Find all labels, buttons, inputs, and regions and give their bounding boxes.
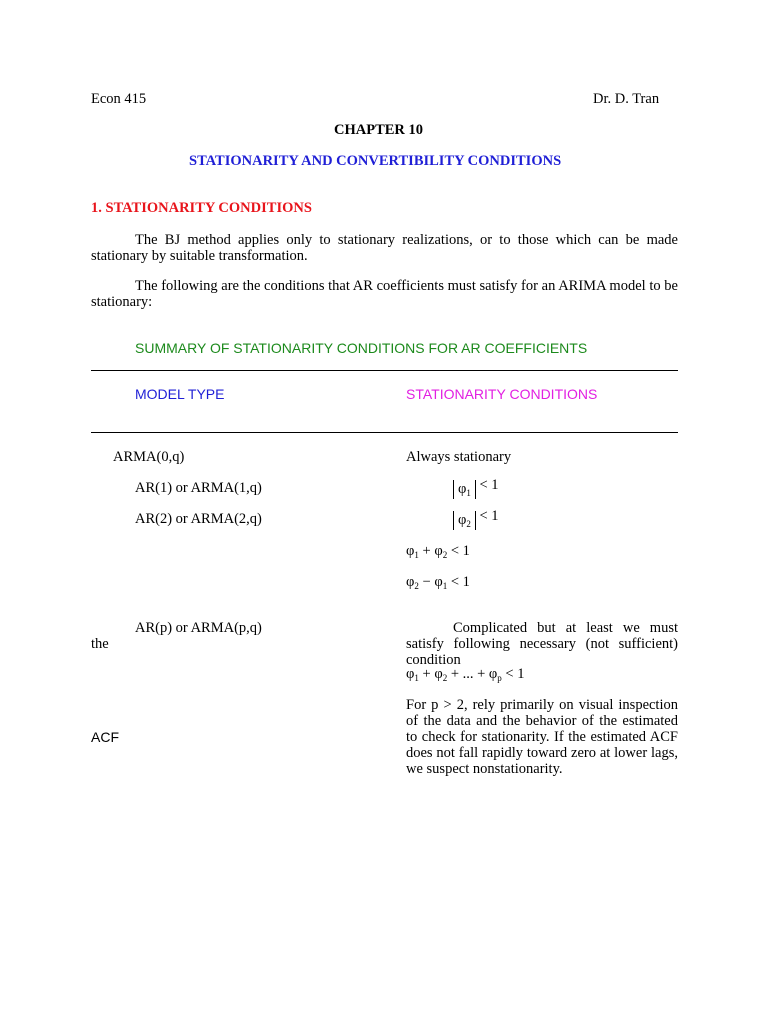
row-model-arma0q: ARMA(0,q) — [113, 449, 185, 465]
intro-paragraph-1: The BJ method applies only to stationary realizations, or to those which can be made stationary by suitable transformation. — [91, 232, 678, 264]
row-model-ar1: AR(1) or ARMA(1,q) — [135, 480, 262, 496]
row-condition-arp-note: For p > 2, rely primarily on visual inspection of the data and the behavior of the estimated to check for stationarity. If the estimated ACF does not fall rapidly toward zero at lower lags, we suspect nonstationarity. — [406, 697, 678, 777]
row-model-ar2: AR(2) or ARMA(2,q) — [135, 511, 262, 527]
intro-paragraph-2: The following are the conditions that AR coefficients must satisfy for an ARIMA model to be stationary: — [91, 278, 678, 310]
author-label: Dr. D. Tran — [593, 91, 660, 107]
abs-phi1: $\varphi_1$ — [453, 480, 476, 499]
chapter-title: CHAPTER 10 — [334, 122, 424, 138]
row-condition-ar2-diff: $\varphi_2 - \varphi_1 < 1$ — [406, 574, 470, 591]
table-header-rule — [91, 432, 678, 433]
row-condition-arp-text: Complicated but at least we must satisfy following necessary (not sufficient) condition — [406, 620, 678, 668]
row-condition-ar2-abs: $\varphi_2 < 1$ — [453, 508, 499, 530]
row-condition-arma0q: Always stationary — [406, 449, 512, 465]
row-condition-arp-sum: $\varphi_1 + \varphi_2$ + ... + $\varphi_p < 1$ — [406, 666, 525, 683]
row-condition-ar1: $\varphi_1 < 1$ — [453, 477, 499, 499]
row-condition-ar2-sum: $\varphi_1 + \varphi_2 < 1$ — [406, 543, 470, 560]
stray-word-acf: ACF — [91, 729, 119, 745]
section-heading: 1. STATIONARITY CONDITIONS — [91, 200, 312, 216]
stray-word-the: the — [91, 636, 109, 652]
document-title: STATIONARITY AND CONVERTIBILITY CONDITIONS — [189, 153, 562, 169]
table-top-rule — [91, 370, 678, 371]
column-header-stationarity-conditions: STATIONARITY CONDITIONS — [406, 386, 598, 402]
summary-title: SUMMARY OF STATIONARITY CONDITIONS FOR AR COEFFICIENTS — [135, 340, 588, 356]
column-header-model-type: MODEL TYPE — [135, 386, 225, 402]
course-label: Econ 415 — [91, 91, 147, 107]
row-model-arp: AR(p) or ARMA(p,q) — [135, 620, 262, 636]
abs-phi2: $\varphi_2$ — [453, 511, 476, 530]
